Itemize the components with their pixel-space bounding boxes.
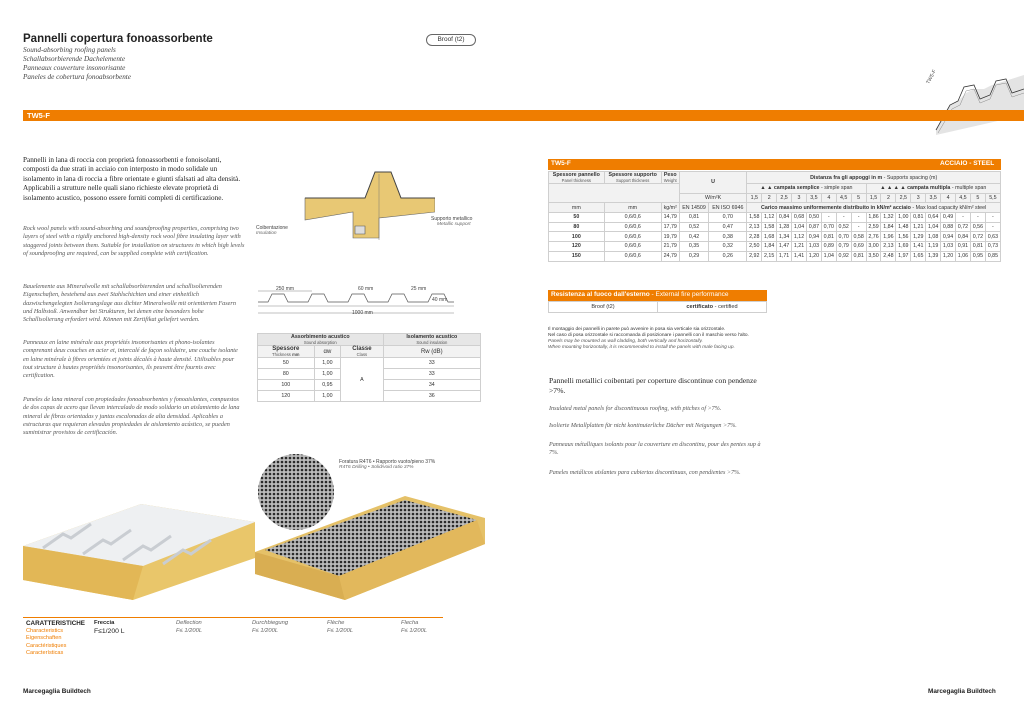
cell-u2: 0,47 bbox=[709, 222, 747, 232]
cell-multi: 0,63 bbox=[985, 232, 1000, 242]
span-single: 1,5 bbox=[747, 193, 762, 203]
cell-single: 1,28 bbox=[777, 222, 792, 232]
cell-multi: 2,48 bbox=[881, 251, 896, 261]
span-multi: 2,5 bbox=[896, 193, 911, 203]
cell-multi: 2,76 bbox=[866, 232, 881, 242]
characteristics-de: Eigenschaften bbox=[26, 635, 62, 641]
use-en: Insulated metal panels for discontinuous roofing, with pitches of >7%. bbox=[549, 406, 722, 412]
cell-single: 0,89 bbox=[821, 242, 836, 252]
span-multi: 5,5 bbox=[985, 193, 1000, 203]
fire-class-badge: Broof (t2) bbox=[426, 34, 476, 46]
acou-rw: 33 bbox=[383, 358, 480, 369]
characteristics-en: Characteristics bbox=[26, 628, 63, 634]
col-thickness: Spessore Thickness mm bbox=[258, 346, 315, 358]
page-title: Pannelli copertura fonoassorbente bbox=[23, 33, 213, 45]
subtitle-de: Schallabsorbierende Dachelemente bbox=[23, 55, 126, 63]
cell-single: - bbox=[821, 213, 836, 223]
cell-u1: 0,52 bbox=[679, 222, 709, 232]
acou-thickness: 100 bbox=[258, 380, 315, 391]
cell-single: - bbox=[851, 222, 866, 232]
cell-multi: 1,04 bbox=[926, 222, 941, 232]
description-es: Paneles de lana mineral con propiedades fonoabsorbentes y fonoaislantes, compuestos de dos capas de acero que llevan intercalado de modo solidario un aislamiento de lana mineral de fibras orientadas y juntas escalonadas de alta densidad. Aplicables a estructuras que requieran elevadas propiedades de aislamiento acústico, se pueden suministrar provistos de certificación. bbox=[23, 396, 240, 437]
cell-multi: 0,88 bbox=[941, 222, 956, 232]
cell-multi: 1,86 bbox=[866, 213, 881, 223]
table-row bbox=[549, 213, 1001, 223]
span-multi: 3 bbox=[911, 193, 926, 203]
cell-multi: 1,48 bbox=[896, 222, 911, 232]
cell-multi: 3,50 bbox=[866, 251, 881, 261]
unit-support: mm bbox=[604, 203, 661, 213]
col-class: Classe Class bbox=[341, 346, 383, 358]
cell-single: 2,50 bbox=[747, 242, 762, 252]
span-single: 3,5 bbox=[806, 193, 821, 203]
acoustic-table bbox=[257, 333, 481, 402]
cell-u2: 0,26 bbox=[709, 251, 747, 261]
acou-alpha: 1,00 bbox=[314, 369, 341, 380]
cell-support: 0,6/0,6 bbox=[604, 222, 661, 232]
cell-multi: 0,64 bbox=[926, 213, 941, 223]
span-single: 3 bbox=[792, 193, 807, 203]
acou-thickness: 50 bbox=[258, 358, 315, 369]
cell-multi: 1,69 bbox=[896, 242, 911, 252]
cell-single: 0,58 bbox=[851, 232, 866, 242]
perforation-label: Foratura R4T6 • Rapporto vuoto/pieno 37% bbox=[339, 459, 436, 465]
span-single: 2,5 bbox=[777, 193, 792, 203]
cell-multi: 1,03 bbox=[941, 242, 956, 252]
steel-table-material: ACCIAIO - STEEL bbox=[940, 160, 995, 167]
char-label-es: Flecha bbox=[401, 620, 419, 626]
description-de: Bauelemente aus Mineralwolle mit schallabsorbierenden und schallisolierenden Eigenschaften, bestehend aus zwei Stahlschichten und einer einheitlich dazwischengelegten Isolierungslage aus dichter Mineralwolle mit orientierten Fasern und Halbstoß. Anwendbar bei Strukturen, bei denen eine besonders hohe Schallisolierung erfordert wird. Können mit Zertifikat geliefert werden. bbox=[23, 283, 236, 324]
table-row bbox=[549, 251, 1001, 261]
char-label-en: Deflection bbox=[176, 620, 202, 626]
perforation-label-en: R4T6 Drilling • Solid/void ratio 37% bbox=[339, 465, 414, 470]
cell-single: 0,70 bbox=[836, 232, 851, 242]
char-value-fr: F≤ 1/200L bbox=[327, 628, 354, 634]
steel-table-title: TW5-F bbox=[551, 160, 571, 167]
cell-single: 2,92 bbox=[747, 251, 762, 261]
cell-multi: 1,84 bbox=[881, 222, 896, 232]
cell-single: 0,68 bbox=[792, 213, 807, 223]
u-unit: W/m²K bbox=[679, 193, 747, 203]
acou-rw: 33 bbox=[383, 369, 480, 380]
acou-alpha: 1,00 bbox=[314, 391, 341, 402]
acou-alpha: 0,95 bbox=[314, 380, 341, 391]
char-value-it: F≤1/200 L bbox=[94, 628, 125, 635]
cell-multi: 1,21 bbox=[911, 222, 926, 232]
dim-60: 60 mm bbox=[358, 286, 374, 292]
acou-thickness: 120 bbox=[258, 391, 315, 402]
char-label-de: Durchbiegung bbox=[252, 620, 289, 626]
use-it: Pannelli metallici coibentati per coperture discontinue con pendenze >7%. bbox=[549, 376, 757, 395]
panel-section-diagram bbox=[295, 160, 435, 250]
profile-illustration bbox=[930, 75, 1024, 135]
char-label-it: Freccia bbox=[94, 620, 115, 626]
fire-table bbox=[548, 301, 767, 313]
dim-40: 40 mm bbox=[432, 297, 448, 303]
cell-multi: - bbox=[985, 222, 1000, 232]
section-band bbox=[23, 110, 1024, 121]
cell-single: 1,04 bbox=[821, 251, 836, 261]
cell-u2: 0,32 bbox=[709, 242, 747, 252]
cell-single: 1,68 bbox=[762, 232, 777, 242]
use-es: Paneles metálicos aislantes para cubiertas discontinuas, con pendientes >7%. bbox=[549, 470, 741, 476]
insulation-label-en: Insulation bbox=[256, 231, 277, 236]
cell-multi: 1,56 bbox=[896, 232, 911, 242]
table-row bbox=[549, 242, 1001, 252]
characteristics-title: CARATTERISTICHE bbox=[26, 620, 86, 627]
cell-single: 0,87 bbox=[806, 222, 821, 232]
description-en: Rock wool panels with sound-absorbing and soundproofing properties, comprising two layers of steel with a rigidly anchored high-density rock wool fibre insulating layer with staggered joints between them. Suitable for installation on structures in which high levels of soundproofing are required, can be supplied complete with certification. bbox=[23, 225, 245, 257]
cell-multi: 1,39 bbox=[926, 251, 941, 261]
span-multi: 1,5 bbox=[866, 193, 881, 203]
multi-span-header: ▲ ▲ ▲ ▲ campata multipla - multiple span bbox=[866, 184, 1000, 194]
span-single: 4,5 bbox=[836, 193, 851, 203]
cell-single: 1,21 bbox=[792, 242, 807, 252]
table-row bbox=[549, 222, 1001, 232]
cell-single: 1,20 bbox=[806, 251, 821, 261]
cell-multi: 1,29 bbox=[911, 232, 926, 242]
cell-single: 1,04 bbox=[792, 222, 807, 232]
cell-multi: 1,00 bbox=[896, 213, 911, 223]
cell-multi: 0,81 bbox=[970, 242, 985, 252]
cell-u1: 0,35 bbox=[679, 242, 709, 252]
col-alpha: αw bbox=[314, 346, 341, 358]
cell-multi: 1,97 bbox=[896, 251, 911, 261]
absorb-header: Assorbimento acustico Sound absorption bbox=[258, 334, 384, 346]
acou-rw: 34 bbox=[383, 380, 480, 391]
note-en-1: Panels may be mounted as wall cladding, both vertically and horizontally. bbox=[548, 339, 703, 344]
cell-single: 0,52 bbox=[836, 222, 851, 232]
cell-single: 1,71 bbox=[777, 251, 792, 261]
cell-multi: 1,20 bbox=[941, 251, 956, 261]
characteristics-divider bbox=[23, 617, 443, 618]
span-single: 5 bbox=[851, 193, 866, 203]
cell-weight: 14,79 bbox=[661, 213, 679, 223]
cell-multi: 0,72 bbox=[970, 232, 985, 242]
cell-panel: 80 bbox=[549, 222, 605, 232]
cell-panel: 120 bbox=[549, 242, 605, 252]
cell-single: - bbox=[836, 213, 851, 223]
std-en14509: EN 14509 bbox=[679, 203, 709, 213]
panel-photo-perforated bbox=[255, 492, 485, 602]
cell-multi: 0,85 bbox=[985, 251, 1000, 261]
span-multi: 4,5 bbox=[956, 193, 971, 203]
dim-250: 250 mm bbox=[276, 286, 295, 292]
cell-single: 0,81 bbox=[851, 251, 866, 261]
cell-multi: 1,06 bbox=[956, 251, 971, 261]
table-row bbox=[549, 232, 1001, 242]
cell-single: 0,69 bbox=[851, 242, 866, 252]
span-multi: 2 bbox=[881, 193, 896, 203]
char-value-de: F≤ 1/200L bbox=[252, 628, 279, 634]
cell-multi: 1,19 bbox=[926, 242, 941, 252]
cell-support: 0,6/0,6 bbox=[604, 232, 661, 242]
use-de: Isolierte Metallplatten für nicht kontinuierliche Dächer mit Neigungen >7%. bbox=[549, 423, 737, 429]
description-fr: Panneaux en laine minérale aux propriétés insonorisantes et phono-isolantes comprenant deux couches en acier et, intercalé de façon solidaire, une couche isolante en laine minérale à fibres orientées et joints décalés à haute densité. Utilisables pour tout structure à hautes propriétés insonorisantes, ils peuvent être fournis avec certification. bbox=[23, 339, 238, 380]
cell-multi: 0,94 bbox=[941, 232, 956, 242]
cell-single: 1,03 bbox=[806, 242, 821, 252]
cell-single: 1,12 bbox=[762, 213, 777, 223]
cell-panel: 150 bbox=[549, 251, 605, 261]
steel-load-table bbox=[548, 171, 1001, 262]
cell-weight: 24,79 bbox=[661, 251, 679, 261]
cell-support: 0,6/0,6 bbox=[604, 251, 661, 261]
footer-brand-left: Marcegaglia Buildtech bbox=[23, 688, 91, 695]
cell-single: 0,84 bbox=[777, 213, 792, 223]
note-it-2: Nel caso di posa orizzontale si raccomanda di posizionare i pannelli con il maschio verso l'alto. bbox=[548, 333, 749, 338]
acou-class: A bbox=[341, 358, 383, 402]
cell-multi: - bbox=[956, 213, 971, 223]
cell-single: 2,15 bbox=[762, 251, 777, 261]
cell-multi: 2,13 bbox=[881, 242, 896, 252]
cell-single: 0,81 bbox=[821, 232, 836, 242]
std-en6946: EN ISO 6946 bbox=[709, 203, 747, 213]
cell-single: 1,58 bbox=[762, 222, 777, 232]
span-single: 2 bbox=[762, 193, 777, 203]
unit-panel: mm bbox=[549, 203, 605, 213]
cell-support: 0,6/0,6 bbox=[604, 242, 661, 252]
dim-width: 1000 mm bbox=[352, 310, 373, 316]
acou-rw: 36 bbox=[383, 391, 480, 402]
cell-multi: 0,72 bbox=[956, 222, 971, 232]
cell-multi: 0,73 bbox=[985, 242, 1000, 252]
cell-weight: 19,79 bbox=[661, 232, 679, 242]
distance-header: Distanza fra gli appoggi in m - Supports spacing (m) bbox=[747, 172, 1001, 184]
cell-single: 2,13 bbox=[747, 222, 762, 232]
support-label-en: Metallic support bbox=[437, 222, 471, 227]
unit-weight: kg/m² bbox=[661, 203, 679, 213]
fire-title: Resistenza al fuoco dall'esterno - External fire performance bbox=[551, 291, 729, 298]
description-it: Pannelli in lana di roccia con proprietà fonoassorbenti e fonoisolanti, composti da due strati in acciaio con interposto in modo solidale un isolamento in lana di roccia a fibre orientate e giunti sfalsati ad alta densità. Applicabili a strutture nelle quali siano richieste elevate proprietà di isolamento acustico, possono essere forniti completi di certificazione. bbox=[23, 156, 241, 202]
cell-support: 0,6/0,6 bbox=[604, 213, 661, 223]
load-header: Carico massimo uniformemente distribuito in kN/m² acciaio - Max load capacity kN/m² steel bbox=[747, 203, 1001, 213]
cell-single: 1,58 bbox=[747, 213, 762, 223]
cell-multi: 1,08 bbox=[926, 232, 941, 242]
cell-multi: 0,49 bbox=[941, 213, 956, 223]
cell-u1: 0,42 bbox=[679, 232, 709, 242]
insul-header: Isolamento acustico Sound insulation bbox=[383, 334, 480, 346]
fire-class: Broof (t2) bbox=[549, 302, 658, 313]
subtitle-es: Paneles de cobertura fonoabsorbente bbox=[23, 73, 131, 81]
cell-multi: - bbox=[985, 213, 1000, 223]
profile-label: TW5-F bbox=[925, 68, 938, 86]
char-value-en: F≤ 1/200L bbox=[176, 628, 203, 634]
cell-multi: 1,41 bbox=[911, 242, 926, 252]
footer-brand-right: Marcegaglia Buildtech bbox=[928, 688, 996, 695]
subtitle-fr: Panneaux couverture insonorisante bbox=[23, 64, 126, 72]
note-en-2: When mounting horizontally, it is recommended to install the panels with male facing up. bbox=[548, 345, 735, 350]
subtitle-en: Sound-absorbing roofing panels bbox=[23, 46, 116, 54]
char-label-fr: Flèche bbox=[327, 620, 345, 626]
char-value-es: F≤ 1/200L bbox=[401, 628, 428, 634]
cell-multi: 0,95 bbox=[970, 251, 985, 261]
cell-single: 0,70 bbox=[821, 222, 836, 232]
col-weight: Peso Weight bbox=[661, 172, 679, 184]
steel-table-header bbox=[548, 159, 1001, 170]
cell-single: 0,92 bbox=[836, 251, 851, 261]
units-spacer bbox=[549, 184, 680, 203]
panel-photo-plain bbox=[23, 488, 255, 608]
cell-multi: 0,84 bbox=[956, 232, 971, 242]
cell-u2: 0,70 bbox=[709, 213, 747, 223]
insulation-label: Coibentazione bbox=[256, 225, 288, 231]
cell-single: 1,41 bbox=[792, 251, 807, 261]
cell-multi: 1,32 bbox=[881, 213, 896, 223]
characteristics-fr: Caractéristiques bbox=[26, 643, 67, 649]
cell-single: - bbox=[851, 213, 866, 223]
dim-25: 25 mm bbox=[411, 286, 427, 292]
acou-alpha: 1,00 bbox=[314, 358, 341, 369]
cell-weight: 17,79 bbox=[661, 222, 679, 232]
cell-multi: 1,96 bbox=[881, 232, 896, 242]
cell-single: 0,79 bbox=[836, 242, 851, 252]
acou-thickness: 80 bbox=[258, 369, 315, 380]
cell-multi: 0,56 bbox=[970, 222, 985, 232]
cell-multi: 1,65 bbox=[911, 251, 926, 261]
span-multi: 4 bbox=[941, 193, 956, 203]
use-fr: Panneaux métalliques isolants pour la couverture en discontinu, pour des pentes sup à 7%. bbox=[549, 442, 761, 457]
cell-single: 1,12 bbox=[792, 232, 807, 242]
span-multi: 5 bbox=[970, 193, 985, 203]
cell-panel: 50 bbox=[549, 213, 605, 223]
cell-u1: 0,29 bbox=[679, 251, 709, 261]
cell-multi: 2,59 bbox=[866, 222, 881, 232]
cell-single: 1,34 bbox=[777, 232, 792, 242]
cell-single: 1,84 bbox=[762, 242, 777, 252]
cell-single: 0,94 bbox=[806, 232, 821, 242]
fire-cert: certificato - certified bbox=[658, 302, 767, 313]
cell-u2: 0,38 bbox=[709, 232, 747, 242]
cell-u1: 0,81 bbox=[679, 213, 709, 223]
cell-multi: 3,00 bbox=[866, 242, 881, 252]
cell-multi: 0,91 bbox=[956, 242, 971, 252]
support-label: Supporto metallico bbox=[431, 216, 473, 222]
cell-weight: 21,79 bbox=[661, 242, 679, 252]
note-it-1: Il montaggio dei pannelli in parete può avvenire in posa sia verticale sia orizzontale. bbox=[548, 327, 726, 332]
col-panel: Spessore pannello Panel thickness bbox=[549, 172, 605, 184]
cell-multi: 0,81 bbox=[911, 213, 926, 223]
col-rw: Rw (dB) bbox=[383, 346, 480, 358]
band-label: TW5-F bbox=[27, 111, 50, 120]
cell-multi: - bbox=[970, 213, 985, 223]
col-support: Spessore supporto Support thickness bbox=[604, 172, 661, 184]
cell-single: 0,50 bbox=[806, 213, 821, 223]
span-multi: 3,5 bbox=[926, 193, 941, 203]
cell-panel: 100 bbox=[549, 232, 605, 242]
col-u: U bbox=[679, 172, 747, 194]
cell-single: 2,28 bbox=[747, 232, 762, 242]
cell-single: 1,47 bbox=[777, 242, 792, 252]
characteristics-es: Características bbox=[26, 650, 64, 656]
span-single: 4 bbox=[821, 193, 836, 203]
single-span-header: ▲ ▲ campata semplice - simple span bbox=[747, 184, 866, 194]
